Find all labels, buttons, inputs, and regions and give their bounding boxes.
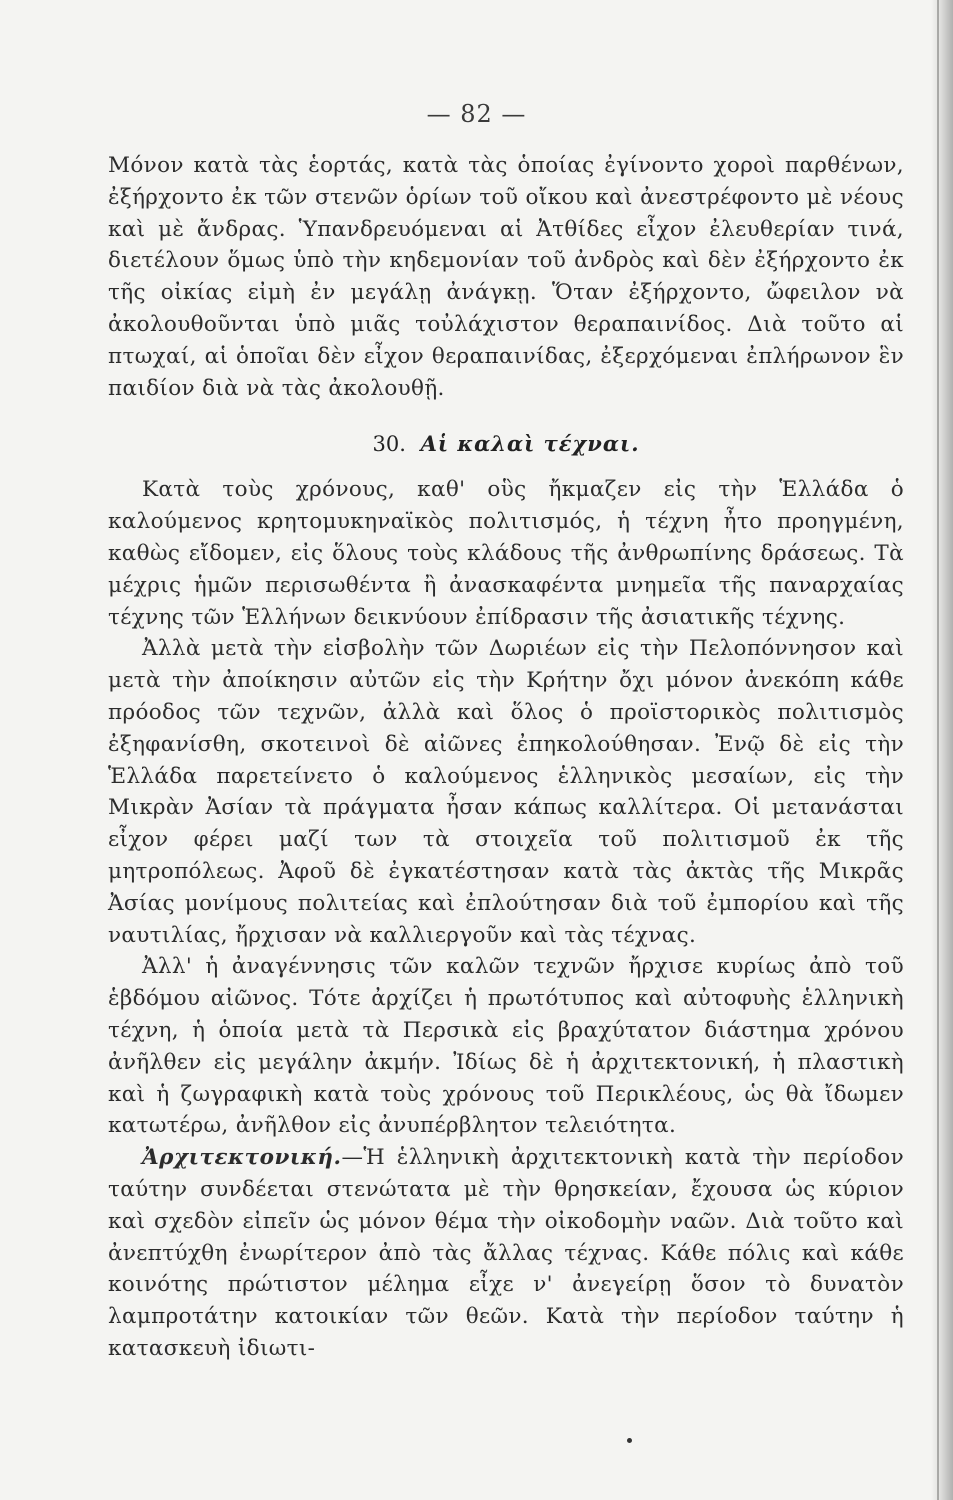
- architecture-dash: —: [341, 1145, 364, 1171]
- ink-speck: [627, 1438, 632, 1443]
- architecture-subheading: Ἀρχιτεκτονική.: [142, 1145, 342, 1171]
- page-body: [108, 150, 904, 1365]
- section-number: 30.: [372, 432, 406, 457]
- paragraph: Ἀλλ' ἡ ἀναγέννησις τῶν καλῶν τεχνῶν ἤρχισε κυρίως ἀπὸ τοῦ ἑβδόμου αἰῶνος. Τότε ἀρχίζει ἡ πρωτότυπος καὶ αὐτοφυὴς ἑλληνικὴ τέχνη, ἡ ὁποία μετὰ τὰ Περσικὰ εἰς βραχύτατον διάστημα χρόνου ἀνῆλθεν εἰς μεγάλην ἀκμήν. Ἰδίως δὲ ἡ ἀρχιτεκτονική, ἡ πλαστικὴ καὶ ἡ ζωγραφικὴ κατὰ τοὺς χρόνους τοῦ Περικλέους, ὡς θὰ ἴδωμεν κατωτέρω, ἀνῆλθον εἰς ἀνυπέρβλητον τελειότητα.: [108, 954, 904, 1139]
- paragraph: Κατὰ τοὺς χρόνους, καθ' οὓς ἤκμαζεν εἰς τὴν Ἑλλάδα ὁ καλούμενος κρητομυκηναϊκὸς πολιτισμός, ἡ τέχνη ἦτο προηγμένη, καθὼς εἴδομεν, εἰς ὅλους τοὺς κλάδους τῆς ἀνθρωπίνης δράσεως. Τὰ μέχρις ἡμῶν περισωθέντα ἢ ἀνασκαφέντα μνημεῖα τῆς παναρχαίας τέχνης τῶν Ἑλλήνων δεικνύουν ἐπίδρασιν τῆς ἀσιατικῆς τέχνης.: [108, 477, 904, 630]
- paragraph-architecture: [108, 1142, 904, 1365]
- paragraph-intro: Μόνον κατὰ τὰς ἑορτάς, κατὰ τὰς ὁποίας ἐγίνοντο χοροὶ παρθένων, ἐξήρχοντο ἐκ τῶν στενῶν ὁρίων τοῦ οἴκου καὶ ἀνεστρέφοντο μὲ νέους καὶ μὲ ἄνδρας. Ὑπανδρευόμεναι αἱ Ἀτθίδες εἶχον ἐλευθερίαν τινά, διετέλουν ὅμως ὑπὸ τὴν κηδεμονίαν τοῦ ἀνδρὸς καὶ δὲν ἐξήρχοντο ἐκ τῆς οἰκίας εἰμὴ ἐν μεγάλῃ ἀνάγκῃ. Ὅταν ἐξήρχοντο, ὤφειλον νὰ ἀκολουθοῦνται ὑπὸ μιᾶς τοὐλάχιστον θεραπαινίδος. Διὰ τοῦτο αἱ πτωχαί, αἱ ὁποῖαι δὲν εἶχον θεραπαινίδας, ἐξερχόμεναι ἐπλήρωνον ἓν παιδίον διὰ νὰ τὰς ἀκολουθῇ.: [108, 153, 904, 401]
- section-title: Αἱ καλαὶ τέχναι.: [420, 431, 640, 457]
- section-heading: [108, 428, 904, 460]
- paragraph: Ἀλλὰ μετὰ τὴν εἰσβολὴν τῶν Δωριέων εἰς τὴν Πελοπόννησον καὶ μετὰ τὴν ἀποίκησιν αὐτῶν εἰς τὴν Κρήτην ὄχι μόνον ἀνεκόπη κάθε πρόοδος τῶν τεχνῶν, ἀλλὰ καὶ ὅλος ὁ προϊστορικὸς πολιτισμὸς ἐξηφανίσθη, σκοτεινοὶ δὲ αἰῶνες ἐπηκολούθησαν. Ἐνῷ δὲ εἰς τὴν Ἑλλάδα παρετείνετο ὁ καλούμενος ἑλληνικὸς μεσαίων, εἰς τὴν Μικρὰν Ἀσίαν τὰ πράγματα ἦσαν κάπως καλλίτερα. Οἱ μετανάσται εἶχον φέρει μαζί των τὰ στοιχεῖα τοῦ πολιτισμοῦ ἐκ τῆς μητροπόλεως. Ἀφοῦ δὲ ἐγκατέστησαν κατὰ τὰς ἀκτὰς τῆς Μικρᾶς Ἀσίας μονίμους πολιτείας καὶ ἐπλούτησαν διὰ τοῦ ἐμπορίου καὶ τῆς ναυτιλίας, ἤρχισαν νὰ καλλιεργοῦν καὶ τὰς τέχνας.: [108, 636, 904, 948]
- page-number: — 82 —: [426, 100, 527, 128]
- page-binding-shadow: [931, 0, 953, 1500]
- architecture-text: Ἡ ἑλληνικὴ ἀρχιτεκτονικὴ κατὰ τὴν περίοδον ταύτην συνδέεται στενώτατα μὲ τὴν θρησκείαν, ἔχουσα ὡς κύριον καὶ σχεδὸν εἰπεῖν ὡς μόνον θέμα τὴν οἰκοδομὴν ναῶν. Διὰ τοῦτο καὶ ἀνεπτύχθη ἐνωρίτερον ἀπὸ τὰς ἄλλας τέχνας. Κάθε πόλις καὶ κάθε κοινότης πρώτιστον μέλημα εἶχε ν' ἀνεγείρῃ ὅσον τὸ δυνατὸν λαμπροτάτην κατοικίαν τῶν θεῶν. Κατὰ τὴν περίοδον ταύτην ἡ κατασκευὴ ἰδιωτι-: [108, 1145, 904, 1361]
